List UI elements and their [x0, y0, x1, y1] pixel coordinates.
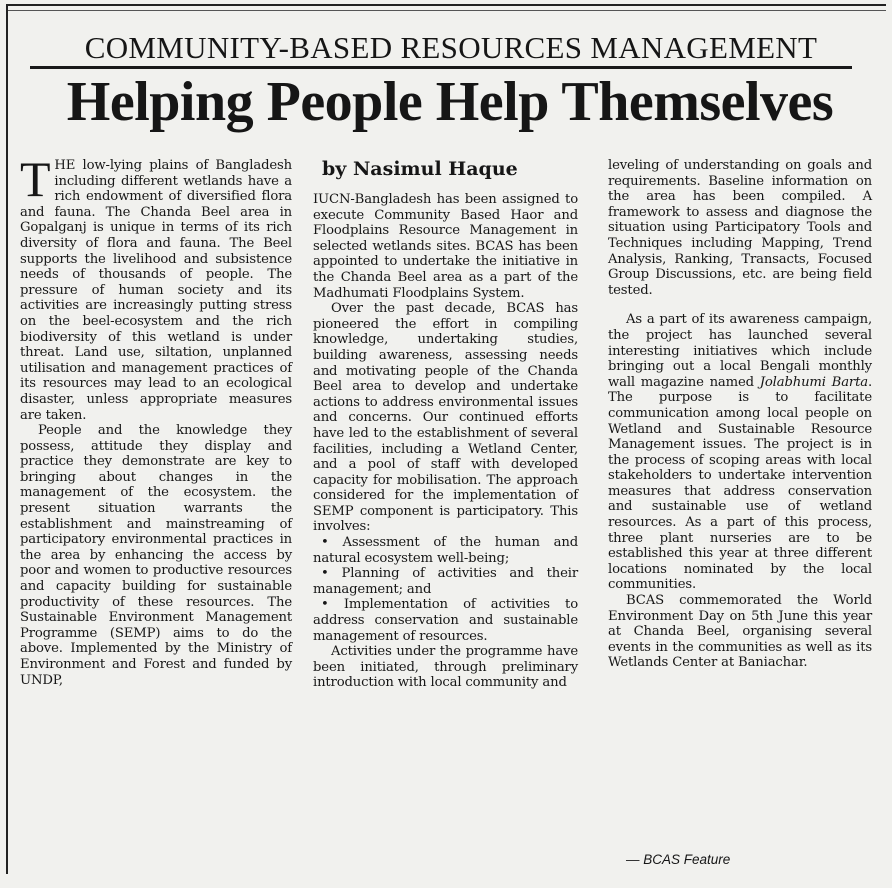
list-item: • Implementation of activities to address conservation and sustainable management of resources. — [313, 597, 578, 644]
column-border-left — [6, 4, 8, 874]
section-kicker: COMMUNITY-BASED RESOURCES MANAGEMENT — [84, 30, 818, 65]
article-column-2 — [313, 192, 578, 691]
paragraph — [608, 312, 872, 593]
paragraph: leveling of understanding on goals and requirements. Baseline information on the area has been compiled. A framework to assess and diagnose the situation using Participatory Tools and Techniques including Mapping, Trend Analysis, Ranking, Transacts, Focused Group Discussions, etc. are being field tested. — [608, 158, 872, 298]
paragraph: Activities under the programme have been initiated, through preliminary introduction with local community and — [313, 644, 578, 691]
paragraph-gap — [608, 298, 872, 312]
paragraph: People and the knowledge they possess, attitude they display and practice they demonstrate are key to bringing about changes in the management of the ecosystem. the present situation warrants the establishment and mainstreaming of participatory environmental practices in the area by enhancing the access by poor and women to productive resources and capacity building for sustainable productivity of these resources. The Sustainable Environment Management Programme (SEMP) aims to do the above. Implemented by the Ministry of Environment and Forest and funded by UNDP, — [20, 423, 292, 688]
paragraph-text: As a part of its awareness campaign, the project has launched several interesting initiatives which include bringing out a local Bengali monthly wall magazine named — [608, 312, 872, 390]
page-top-rule — [6, 4, 886, 6]
paragraph: Over the past decade, BCAS has pioneered the effort in compiling knowledge, undertaking studies, building awareness, assessing needs and motivating people of the Chanda Beel area to develop and undertake actions to address environmental issues and concerns. Our continued efforts have led to the establishment of several facilities, including a Wetland Center, and a pool of staff with developed capacity for mobilisation. The approach considered for the implementation of SEMP component is participatory. This involves: — [313, 301, 578, 535]
paragraph-text: . The purpose is to facilitate communication among local people on Wetland and Sustainable Resource Management issues. The project is in the process of scoping areas with local stakeholders to undertake intervention measures that address conservation and sustainable use of wetland resources. As a part of this process, three plant nurseries are to be established this year at three different locations nominated by the local communities. — [608, 374, 872, 593]
paragraph: BCAS commemorated the World Environment Day on 5th June this year at Chanda Beel, organising several events in the communities as well as its Wetlands Center at Baniachar. — [608, 593, 872, 671]
article-column-1 — [20, 151, 292, 688]
paragraph: IUCN-Bangladesh has been assigned to execute Community Based Haor and Floodplains Resource Management in selected wetlands sites. BCAS has been appointed to undertake the initiative in the Chanda Beel area as a part of the Madhumati Floodplains System. — [313, 192, 578, 301]
article-column-3 — [608, 158, 872, 671]
paragraph — [20, 151, 292, 423]
magazine-title: Jolabhumi Barta — [759, 374, 868, 390]
paragraph-text: HE low-lying plains of Bangladesh including different wetlands have a rich endowment of diversified flora and fauna. The Chanda Beel area in Gopalganj is unique in terms of its rich diversity of flora and fauna. The Beel supports the livelihood and subsistence needs of thousands of people. The pressure of human society and its activities are increasingly putting stress on the beel-ecosystem and the rich biodiversity of this wetland is under threat. Land use, siltation, unplanned utilisation and management practices of its resources may lead to an ecological disaster, unless appropriate measures are taken. — [20, 158, 292, 423]
headline: Helping People Help Themselves — [66, 71, 834, 133]
list-item: • Planning of activities and their management; and — [313, 566, 578, 597]
kicker-underline — [30, 66, 852, 69]
list-item: • Assessment of the human and natural ecosystem well-being; — [313, 535, 578, 566]
page-top-rule-thin — [6, 10, 886, 11]
byline: by Nasimul Haque — [322, 158, 518, 180]
feature-credit: — BCAS Feature — [626, 852, 731, 867]
drop-cap: T — [20, 151, 51, 207]
